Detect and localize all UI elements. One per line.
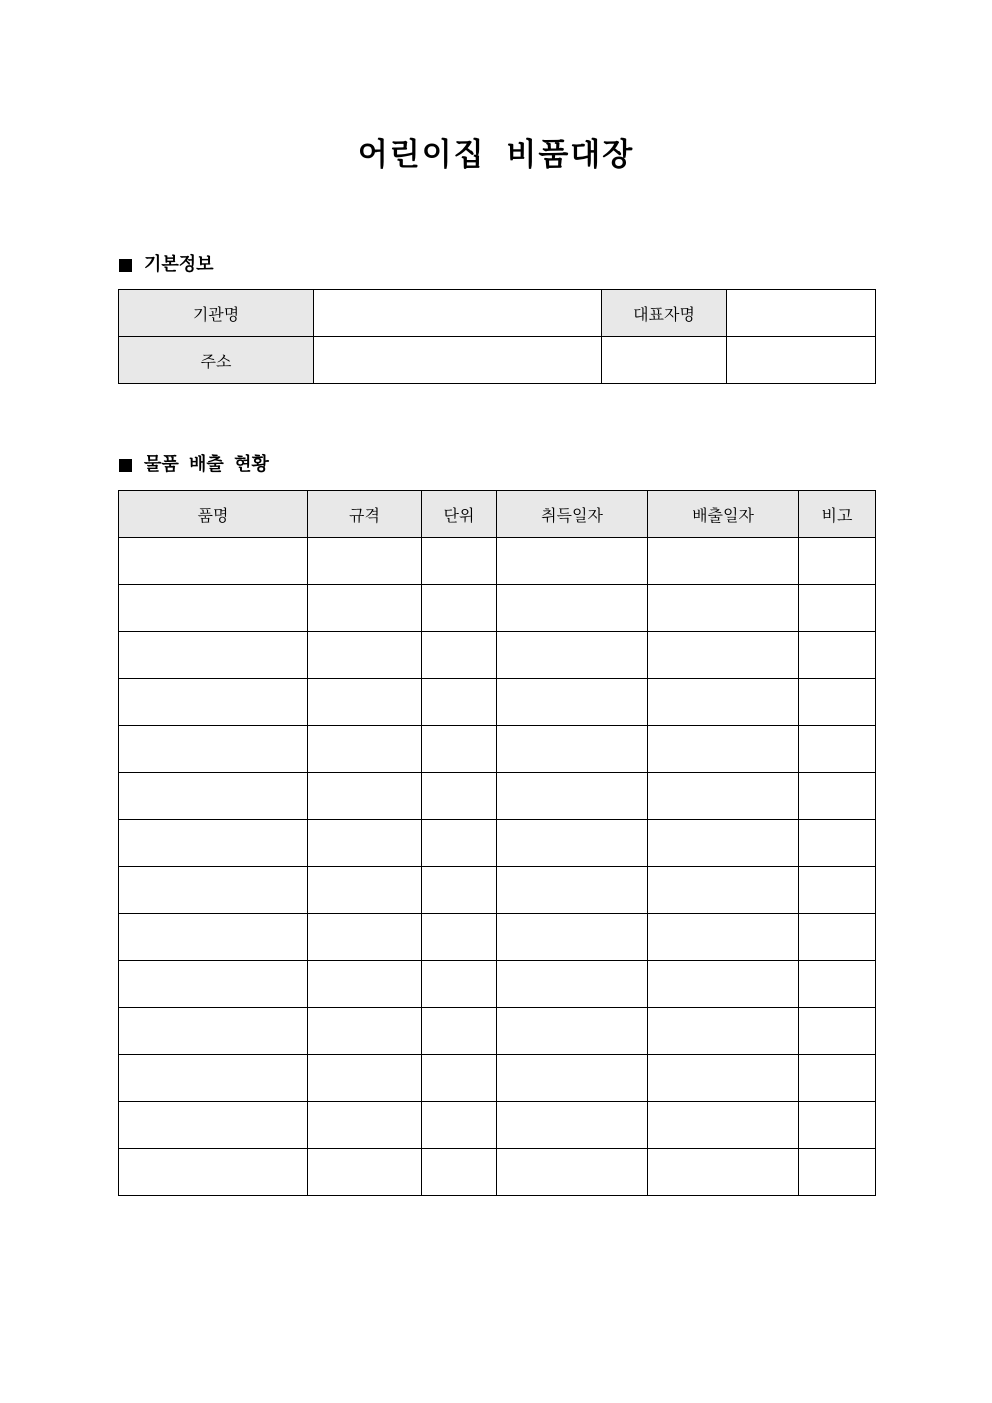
remarks-cell[interactable] — [799, 679, 876, 726]
disposal-date-cell[interactable] — [648, 1055, 799, 1102]
items-table-body — [119, 538, 876, 1196]
disposal-date-cell[interactable] — [648, 1149, 799, 1196]
item-name-cell[interactable] — [119, 585, 308, 632]
table-row — [119, 1008, 876, 1055]
table-row — [119, 914, 876, 961]
table-row — [119, 867, 876, 914]
spec-cell[interactable] — [308, 679, 422, 726]
disposal-date-cell[interactable] — [648, 679, 799, 726]
remarks-cell[interactable] — [799, 585, 876, 632]
section-heading-basic-info — [119, 253, 214, 277]
black-square-icon — [119, 459, 132, 472]
table-row — [119, 337, 876, 384]
column-header-acquisition-date: 취득일자 — [497, 491, 648, 538]
address-label: 주소 — [119, 337, 314, 384]
table-row — [119, 820, 876, 867]
remarks-cell[interactable] — [799, 773, 876, 820]
item-name-cell[interactable] — [119, 679, 308, 726]
spec-cell[interactable] — [308, 773, 422, 820]
unit-cell[interactable] — [422, 726, 497, 773]
table-row — [119, 538, 876, 585]
unit-cell[interactable] — [422, 1008, 497, 1055]
remarks-cell[interactable] — [799, 632, 876, 679]
unit-cell[interactable] — [422, 1055, 497, 1102]
unit-cell[interactable] — [422, 1149, 497, 1196]
acquisition-date-cell[interactable] — [497, 961, 648, 1008]
remarks-cell[interactable] — [799, 1055, 876, 1102]
disposal-date-cell[interactable] — [648, 961, 799, 1008]
section-heading-label: 물품 배출 현황 — [144, 454, 269, 475]
remarks-cell[interactable] — [799, 961, 876, 1008]
table-header-row — [119, 491, 876, 538]
item-name-cell[interactable] — [119, 1149, 308, 1196]
disposal-date-cell[interactable] — [648, 773, 799, 820]
table-row — [119, 961, 876, 1008]
column-header-item-name: 품명 — [119, 491, 308, 538]
spec-cell[interactable] — [308, 961, 422, 1008]
representative-name-field[interactable] — [727, 290, 876, 337]
column-header-spec: 규격 — [308, 491, 422, 538]
table-row — [119, 726, 876, 773]
acquisition-date-cell[interactable] — [497, 867, 648, 914]
acquisition-date-cell[interactable] — [497, 679, 648, 726]
blank-cell[interactable] — [602, 337, 727, 384]
remarks-cell[interactable] — [799, 914, 876, 961]
acquisition-date-cell[interactable] — [497, 726, 648, 773]
acquisition-date-cell[interactable] — [497, 1008, 648, 1055]
unit-cell[interactable] — [422, 820, 497, 867]
item-name-cell[interactable] — [119, 1102, 308, 1149]
section-heading-label: 기본정보 — [144, 254, 214, 275]
item-name-cell[interactable] — [119, 726, 308, 773]
disposal-date-cell[interactable] — [648, 538, 799, 585]
table-row — [119, 1102, 876, 1149]
item-name-cell[interactable] — [119, 867, 308, 914]
acquisition-date-cell[interactable] — [497, 1102, 648, 1149]
disposal-date-cell[interactable] — [648, 867, 799, 914]
table-row — [119, 773, 876, 820]
disposal-date-cell[interactable] — [648, 820, 799, 867]
item-name-cell[interactable] — [119, 1055, 308, 1102]
disposal-date-cell[interactable] — [648, 914, 799, 961]
spec-cell[interactable] — [308, 585, 422, 632]
table-row — [119, 290, 876, 337]
spec-cell[interactable] — [308, 1149, 422, 1196]
unit-cell[interactable] — [422, 1102, 497, 1149]
table-row — [119, 632, 876, 679]
acquisition-date-cell[interactable] — [497, 820, 648, 867]
section-heading-items-disposal — [119, 453, 269, 477]
spec-cell[interactable] — [308, 726, 422, 773]
spec-cell[interactable] — [308, 632, 422, 679]
spec-cell[interactable] — [308, 538, 422, 585]
unit-cell[interactable] — [422, 867, 497, 914]
item-name-cell[interactable] — [119, 914, 308, 961]
acquisition-date-cell[interactable] — [497, 773, 648, 820]
acquisition-date-cell[interactable] — [497, 632, 648, 679]
remarks-cell[interactable] — [799, 867, 876, 914]
document-title: 어린이집 비품대장 — [357, 137, 635, 173]
disposal-date-cell[interactable] — [648, 632, 799, 679]
basic-info-table — [118, 289, 876, 384]
black-square-icon — [119, 259, 132, 272]
institution-name-label: 기관명 — [119, 290, 314, 337]
spec-cell[interactable] — [308, 1008, 422, 1055]
acquisition-date-cell[interactable] — [497, 914, 648, 961]
items-disposal-table — [118, 490, 876, 1196]
column-header-remarks: 비고 — [799, 491, 876, 538]
unit-cell[interactable] — [422, 538, 497, 585]
column-header-unit: 단위 — [422, 491, 497, 538]
unit-cell[interactable] — [422, 585, 497, 632]
acquisition-date-cell[interactable] — [497, 1055, 648, 1102]
acquisition-date-cell[interactable] — [497, 1149, 648, 1196]
column-header-disposal-date: 배출일자 — [648, 491, 799, 538]
blank-cell[interactable] — [727, 337, 876, 384]
representative-name-label: 대표자명 — [602, 290, 727, 337]
disposal-date-cell[interactable] — [648, 726, 799, 773]
institution-name-field[interactable] — [314, 290, 602, 337]
remarks-cell[interactable] — [799, 1149, 876, 1196]
table-row — [119, 1055, 876, 1102]
acquisition-date-cell[interactable] — [497, 538, 648, 585]
unit-cell[interactable] — [422, 961, 497, 1008]
remarks-cell[interactable] — [799, 1008, 876, 1055]
spec-cell[interactable] — [308, 820, 422, 867]
unit-cell[interactable] — [422, 632, 497, 679]
unit-cell[interactable] — [422, 773, 497, 820]
item-name-cell[interactable] — [119, 773, 308, 820]
unit-cell[interactable] — [422, 914, 497, 961]
item-name-cell[interactable] — [119, 820, 308, 867]
spec-cell[interactable] — [308, 1055, 422, 1102]
spec-cell[interactable] — [308, 1102, 422, 1149]
item-name-cell[interactable] — [119, 538, 308, 585]
disposal-date-cell[interactable] — [648, 585, 799, 632]
acquisition-date-cell[interactable] — [497, 585, 648, 632]
table-row — [119, 585, 876, 632]
item-name-cell[interactable] — [119, 1008, 308, 1055]
remarks-cell[interactable] — [799, 538, 876, 585]
unit-cell[interactable] — [422, 679, 497, 726]
address-field[interactable] — [314, 337, 602, 384]
remarks-cell[interactable] — [799, 820, 876, 867]
table-row — [119, 679, 876, 726]
spec-cell[interactable] — [308, 867, 422, 914]
remarks-cell[interactable] — [799, 1102, 876, 1149]
disposal-date-cell[interactable] — [648, 1102, 799, 1149]
disposal-date-cell[interactable] — [648, 1008, 799, 1055]
remarks-cell[interactable] — [799, 726, 876, 773]
spec-cell[interactable] — [308, 914, 422, 961]
table-row — [119, 1149, 876, 1196]
item-name-cell[interactable] — [119, 632, 308, 679]
item-name-cell[interactable] — [119, 961, 308, 1008]
